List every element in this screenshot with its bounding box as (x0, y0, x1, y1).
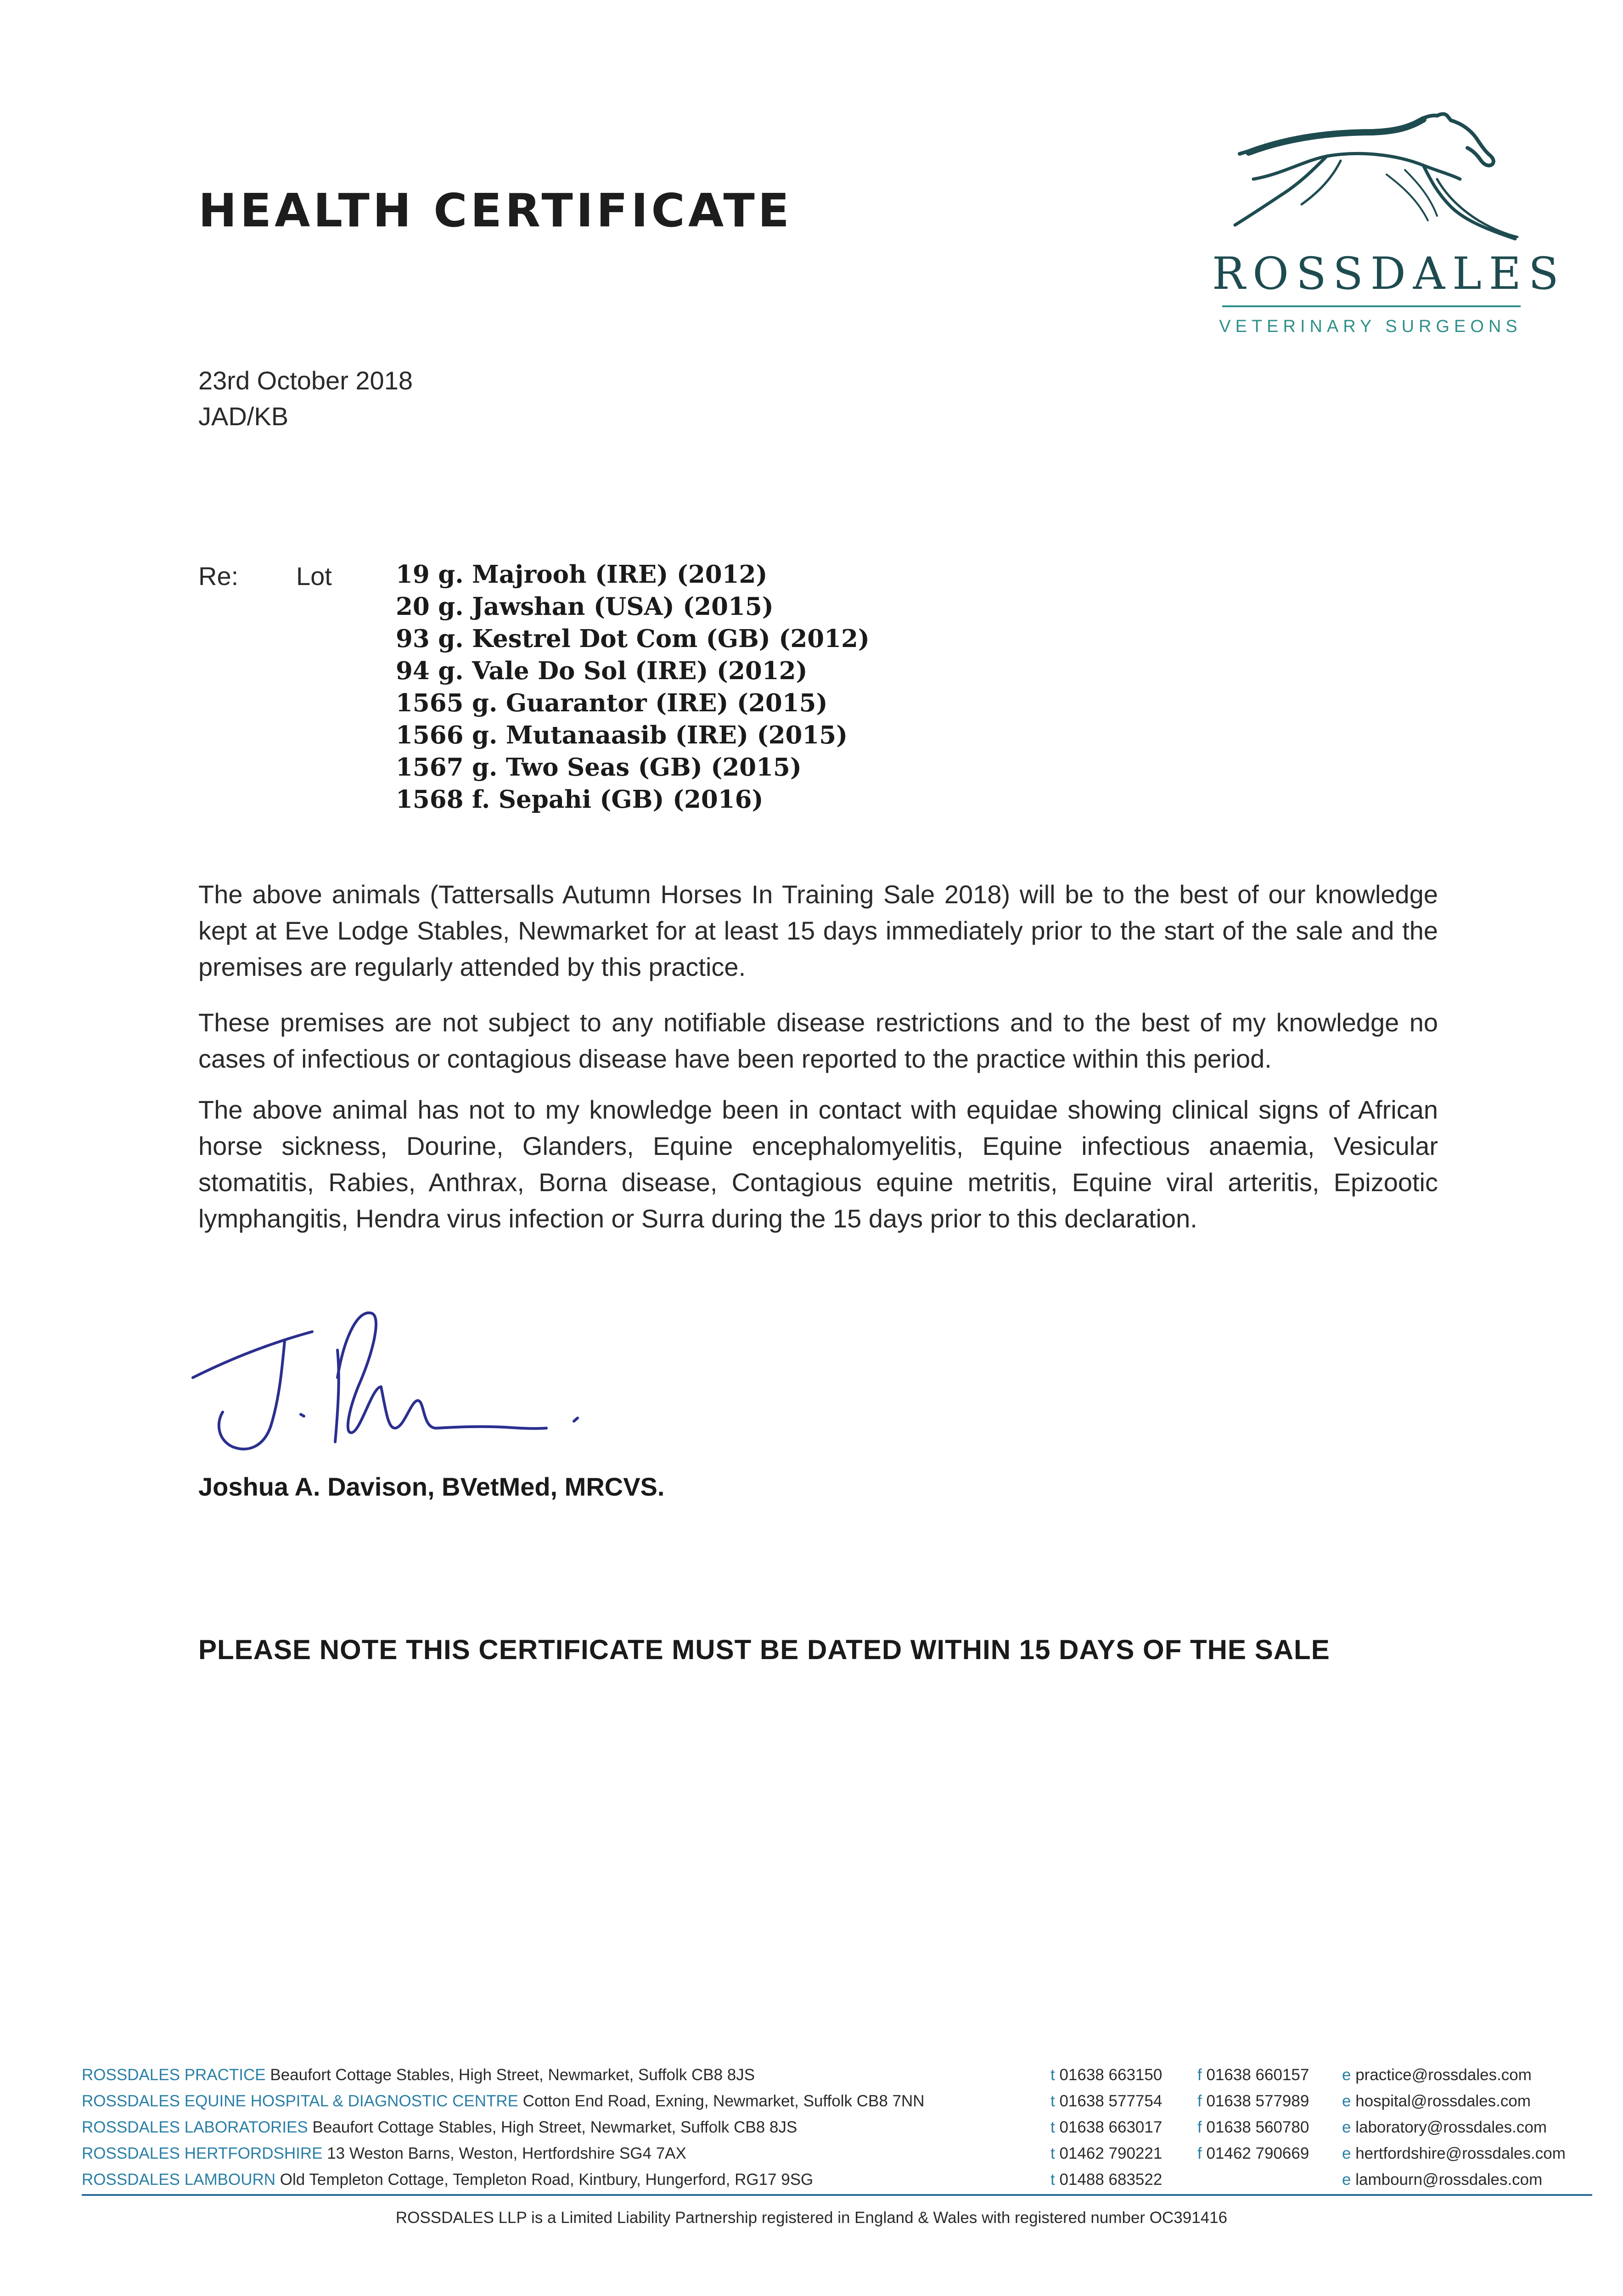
office-email[interactable]: hertfordshire@rossdales.com (1355, 2144, 1566, 2162)
footer-row: ROSSDALES EQUINE HOSPITAL & DIAGNOSTIC CENTRE Cotton End Road, Exning, Newmarket, Suffolk CB8 7NN t 01638 577754 f 01638 577989 e hospital@rossdales.com (82, 2092, 1531, 2110)
brand-divider (1222, 305, 1521, 307)
paragraph-premises: The above animals (Tattersalls Autumn Horses In Training Sale 2018) will be to the best of our knowledge kept at Eve Lodge Stables, Newmarket for at least 15 days immediately prior to the start of the sale and the premises are regularly attended by this practice. (198, 880, 1438, 981)
lot-item: 20 g. Jawshan (USA) (2015) (396, 592, 774, 621)
lot-item: 94 g. Vale Do Sol (IRE) (2012) (396, 657, 808, 685)
brand-name: ROSSDALES (1212, 248, 1566, 299)
brand-subtitle: VETERINARY SURGEONS (1219, 317, 1522, 336)
signer-name: Joshua A. Davison, BVetMed, MRCVS. (198, 1472, 665, 1501)
office-name: ROSSDALES EQUINE HOSPITAL & DIAGNOSTIC CENTRE (82, 2092, 519, 2110)
page-title: HEALTH CERTIFICATE (198, 184, 792, 237)
office-email[interactable]: practice@rossdales.com (1355, 2066, 1532, 2084)
office-fax: 01638 660157 (1206, 2066, 1309, 2084)
office-email[interactable]: lambourn@rossdales.com (1355, 2171, 1543, 2189)
lot-item: 1566 g. Mutanaasib (IRE) (2015) (396, 721, 848, 749)
document-meta (198, 363, 413, 434)
footer-divider (82, 2194, 1592, 2196)
footer-row: ROSSDALES LABORATORIES Beaufort Cottage Stables, High Street, Newmarket, Suffolk CB8 8JS t 01638 663017 f 01638 560780 e laboratory@rossdales.com (82, 2118, 1547, 2136)
office-name: ROSSDALES LABORATORIES (82, 2118, 308, 2136)
lot-item: 19 g. Majrooh (IRE) (2012) (396, 560, 768, 589)
office-address: 13 Weston Barns, Weston, Hertfordshire SG4 7AX (327, 2144, 686, 2162)
office-address: Beaufort Cottage Stables, High Street, Newmarket, Suffolk CB8 8JS (270, 2066, 755, 2084)
footer-row: ROSSDALES PRACTICE Beaufort Cottage Stables, High Street, Newmarket, Suffolk CB8 8JS t 01638 663150 f 01638 660157 e practice@rossdales.com (82, 2066, 1532, 2084)
footer-contacts (82, 2062, 1592, 2193)
office-name: ROSSDALES HERTFORDSHIRE (82, 2144, 323, 2162)
handwritten-signature (179, 1295, 707, 1469)
office-address: Cotton End Road, Exning, Newmarket, Suffolk CB8 7NN (522, 2092, 925, 2110)
rossdales-logo (1212, 110, 1566, 349)
re-label: Re: (198, 562, 239, 591)
office-name: ROSSDALES LAMBOURN (82, 2171, 276, 2189)
office-tel: 01638 577754 (1059, 2092, 1162, 2110)
office-fax: 01638 577989 (1206, 2092, 1309, 2110)
office-tel: 01488 683522 (1059, 2171, 1162, 2189)
lot-item: 1567 g. Two Seas (GB) (2015) (396, 753, 802, 782)
office-address: Old Templeton Cottage, Templeton Road, Kintbury, Hungerford, RG17 9SG (280, 2171, 814, 2189)
office-tel: 01462 790221 (1059, 2144, 1162, 2162)
dating-notice: PLEASE NOTE THIS CERTIFICATE MUST BE DATED WITHIN 15 DAYS OF THE SALE (198, 1634, 1330, 1665)
document-reference: JAD/KB (198, 402, 289, 431)
galloping-horse-logo-icon (1221, 110, 1520, 257)
llp-notice: ROSSDALES LLP is a Limited Liability Partnership registered in England & Wales with registered number OC391416 (395, 2209, 1228, 2227)
document-date: 23rd October 2018 (198, 366, 413, 395)
footer-row: ROSSDALES HERTFORDSHIRE 13 Weston Barns, Weston, Hertfordshire SG4 7AX t 01462 790221 f 01462 790669 e hertfordshire@rossdales.com (82, 2144, 1566, 2162)
office-tel: 01638 663150 (1059, 2066, 1162, 2084)
office-email[interactable]: laboratory@rossdales.com (1355, 2118, 1547, 2136)
office-email[interactable]: hospital@rossdales.com (1355, 2092, 1531, 2110)
footer-row: ROSSDALES LAMBOURN Old Templeton Cottage, Templeton Road, Kintbury, Hungerford, RG17 9SG t 01488 683522 e lambourn@rossdales.com (82, 2171, 1543, 2189)
lot-item: 1565 g. Guarantor (IRE) (2015) (396, 689, 828, 717)
paragraph-contact-declaration: The above animal has not to my knowledge been in contact with equidae showing clinical signs of African horse sickness, Dourine, Glanders, Equine encephalomyelitis, Equine infectious anaemia, Vesicular stomatitis, Rabies, Anthrax, Borna disease, Contagious equine metritis, Equine viral arteritis, Epizootic lymphangitis, Hendra virus infection or Surra during the 15 days prior to this declaration. (198, 1095, 1438, 1233)
office-name: ROSSDALES PRACTICE (82, 2066, 266, 2084)
office-address: Beaufort Cottage Stables, High Street, Newmarket, Suffolk CB8 8JS (312, 2118, 797, 2136)
lot-label: Lot (296, 562, 332, 591)
office-tel: 01638 663017 (1059, 2118, 1162, 2136)
lot-item: 93 g. Kestrel Dot Com (GB) (2012) (396, 625, 870, 653)
lot-list (396, 558, 870, 816)
lot-item: 1568 f. Sepahi (GB) (2016) (396, 785, 764, 814)
office-fax: 01638 560780 (1206, 2118, 1309, 2136)
office-fax: 01462 790669 (1206, 2144, 1309, 2162)
paragraph-disease-restrictions: These premises are not subject to any notifiable disease restrictions and to the best of my knowledge no cases of infectious or contagious disease have been reported to the practice within this period. (198, 1008, 1438, 1073)
